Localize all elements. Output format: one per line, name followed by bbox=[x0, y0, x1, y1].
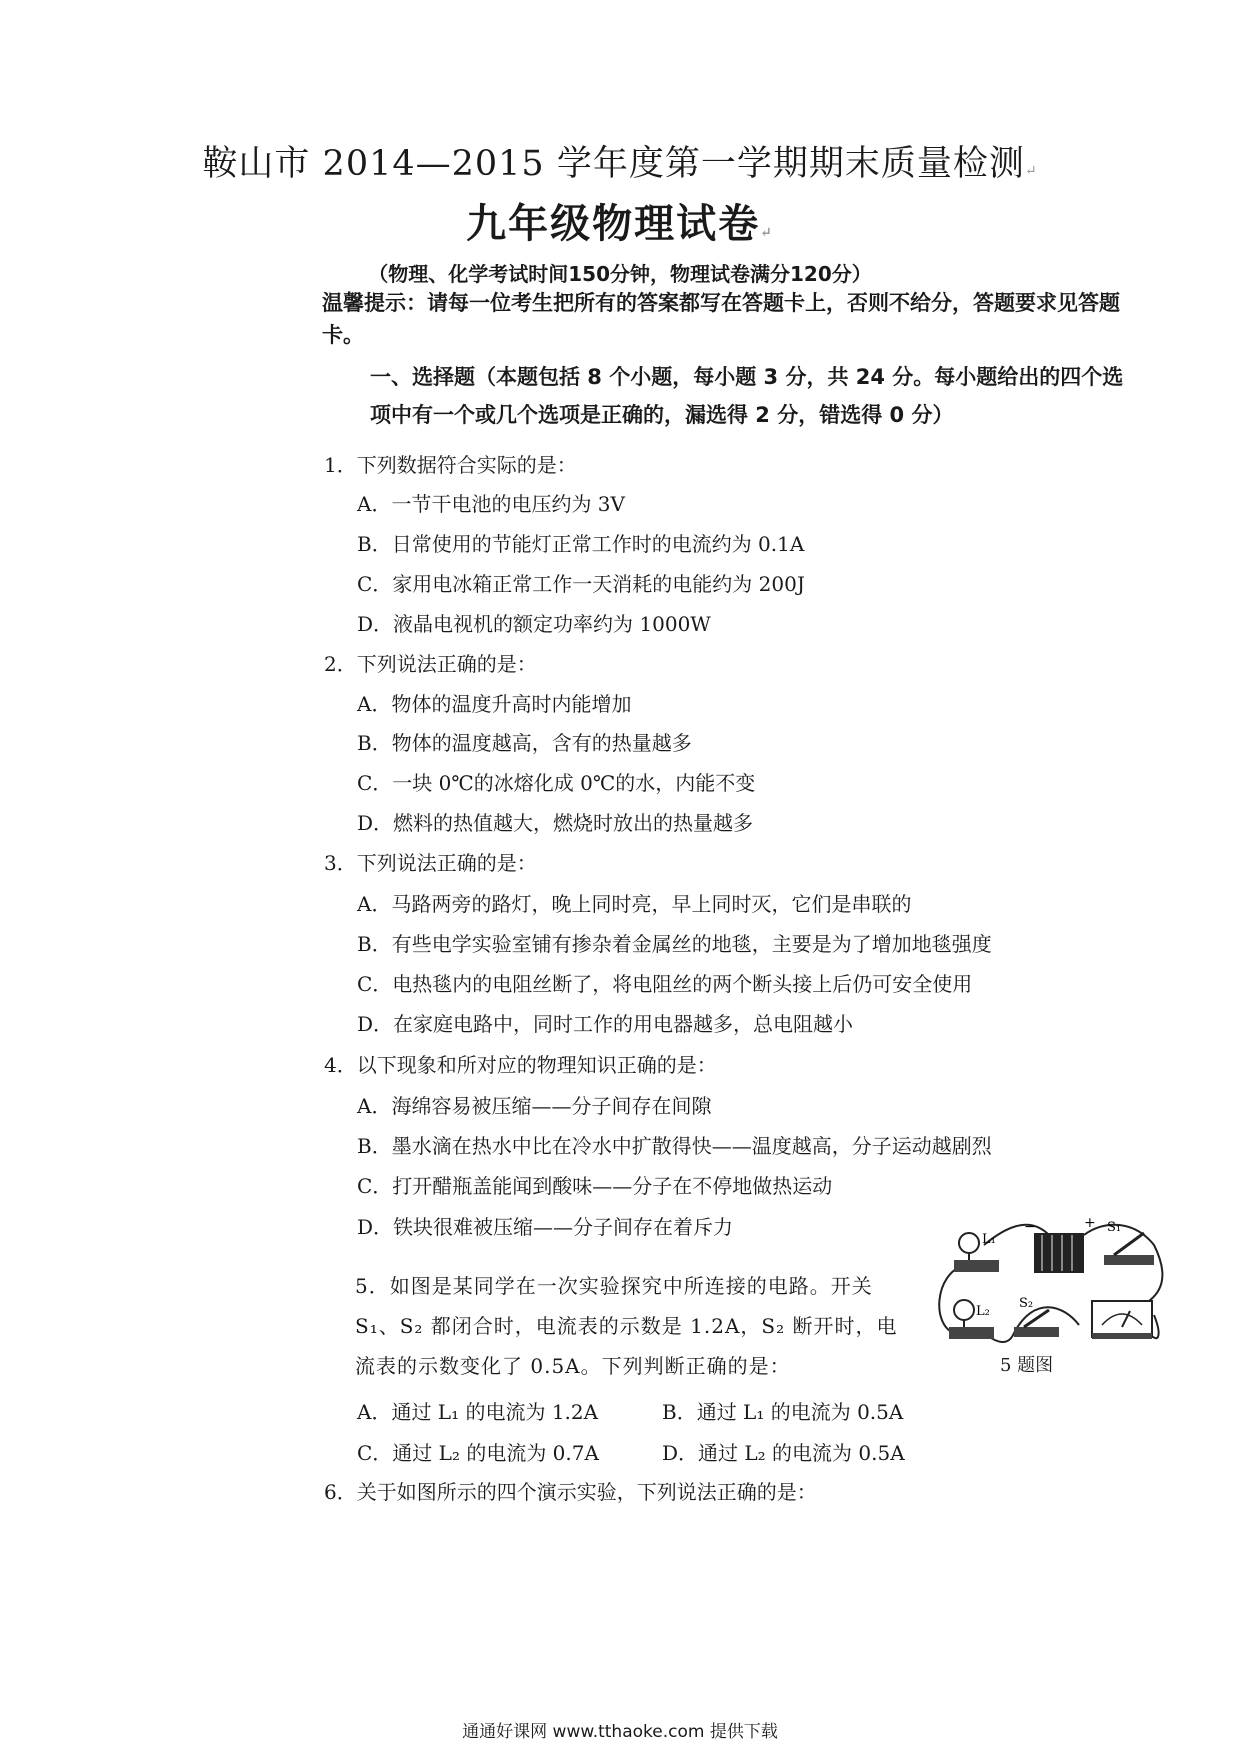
question-3-option-a: A．马路两旁的路灯，晚上同时亮，早上同时灭，它们是串联的 bbox=[357, 892, 912, 916]
subject-title: 九年级物理试卷↵ bbox=[466, 200, 774, 247]
battery bbox=[1024, 1215, 1096, 1273]
ammeter bbox=[1092, 1301, 1152, 1339]
lamp-l2 bbox=[949, 1300, 994, 1339]
question-2-option-a: A．物体的温度升高时内能增加 bbox=[357, 692, 632, 716]
exam-info: （物理、化学考试时间150分钟，物理试卷满分120分） bbox=[368, 262, 872, 286]
question-5-stem: 5．如图是某同学在一次实验探究中所连接的电路。开关 S₁、S₂ 都闭合时，电流表的示数是 1.2A，S₂ 断开时，电流表的示数变化了 0.5A。下列判断正确的是： bbox=[355, 1274, 898, 1378]
footer: 通通好课网 www.tthaoke.com 提供下载 bbox=[462, 1722, 778, 1742]
section-heading: 一、选择题（本题包括 8 个小题，每小题 3 分，共 24 分。每小题给出的四个选项中有一个或几个选项是正确的，漏选得 2 分，错选得 0 分） bbox=[370, 365, 1124, 427]
question-3-option-b: B．有些电学实验室铺有掺杂着金属丝的地毯，主要是为了增加地毯强度 bbox=[357, 932, 992, 956]
question-1-option-a: A．一节干电池的电压约为 3V bbox=[357, 492, 625, 516]
question-4-option-a: A．海绵容易被压缩——分子间存在间隙 bbox=[357, 1094, 712, 1118]
question-5-option-b: B．通过 L₁ 的电流为 0.5A bbox=[662, 1400, 904, 1424]
label-l1: L₁ bbox=[982, 1232, 996, 1247]
question-2-option-d: D．燃料的热值越大，燃烧时放出的热量越多 bbox=[357, 811, 754, 835]
figure-caption: 5 题图 bbox=[1000, 1355, 1054, 1376]
return-mark-2: ↵ bbox=[760, 225, 774, 241]
question-1-stem: 1．下列数据符合实际的是： bbox=[324, 453, 577, 477]
question-5-option-d: D．通过 L₂ 的电流为 0.5A bbox=[662, 1441, 905, 1465]
battery-minus: − bbox=[1024, 1219, 1036, 1235]
question-1-option-c: C．家用电冰箱正常工作一天消耗的电能约为 200J bbox=[357, 572, 805, 596]
question-5-option-a: A．通过 L₁ 的电流为 1.2A bbox=[357, 1400, 599, 1424]
label-l2: L₂ bbox=[976, 1304, 990, 1319]
battery-plus: + bbox=[1084, 1215, 1096, 1231]
question-4-option-b: B．墨水滴在热水中比在冷水中扩散得快——温度越高，分子运动越剧烈 bbox=[357, 1134, 992, 1158]
warm-tip: 温馨提示：请每一位考生把所有的答案都写在答题卡上，否则不给分，答题要求见答题卡。 bbox=[322, 291, 1120, 347]
question-3-option-c: C．电热毯内的电阻丝断了，将电阻丝的两个断头接上后仍可安全使用 bbox=[357, 972, 973, 996]
question-4-stem: 4．以下现象和所对应的物理知识正确的是： bbox=[324, 1053, 717, 1077]
return-mark: ↵ bbox=[1024, 163, 1038, 179]
lamp-l1 bbox=[954, 1232, 999, 1272]
circuit-figure bbox=[924, 1215, 1164, 1365]
question-2-option-c: C．一块 0℃的冰熔化成 0℃的水，内能不变 bbox=[357, 771, 756, 795]
question-2-stem: 2．下列说法正确的是： bbox=[324, 652, 537, 676]
page-title: 鞍山市 2014—2015 学年度第一学期期末质量检测↵ bbox=[202, 144, 1038, 184]
question-6-stem: 6．关于如图所示的四个演示实验，下列说法正确的是： bbox=[324, 1480, 817, 1504]
label-s2: S₂ bbox=[1019, 1296, 1034, 1311]
question-1-option-d: D．液晶电视机的额定功率约为 1000W bbox=[357, 612, 711, 636]
switch-s2 bbox=[1014, 1296, 1059, 1337]
question-4-option-d: D．铁块很难被压缩——分子间存在着斥力 bbox=[357, 1215, 734, 1239]
label-s1: S₁ bbox=[1107, 1220, 1122, 1235]
question-4-option-c: C．打开醋瓶盖能闻到酸味——分子在不停地做热运动 bbox=[357, 1174, 833, 1198]
question-1-option-b: B．日常使用的节能灯正常工作时的电流约为 0.1A bbox=[357, 532, 805, 556]
question-5-option-c: C．通过 L₂ 的电流为 0.7A bbox=[357, 1441, 599, 1465]
question-3-option-d: D．在家庭电路中，同时工作的用电器越多，总电阻越小 bbox=[357, 1012, 854, 1036]
question-2-option-b: B．物体的温度越高，含有的热量越多 bbox=[357, 731, 692, 755]
question-3-stem: 3．下列说法正确的是： bbox=[324, 851, 537, 875]
